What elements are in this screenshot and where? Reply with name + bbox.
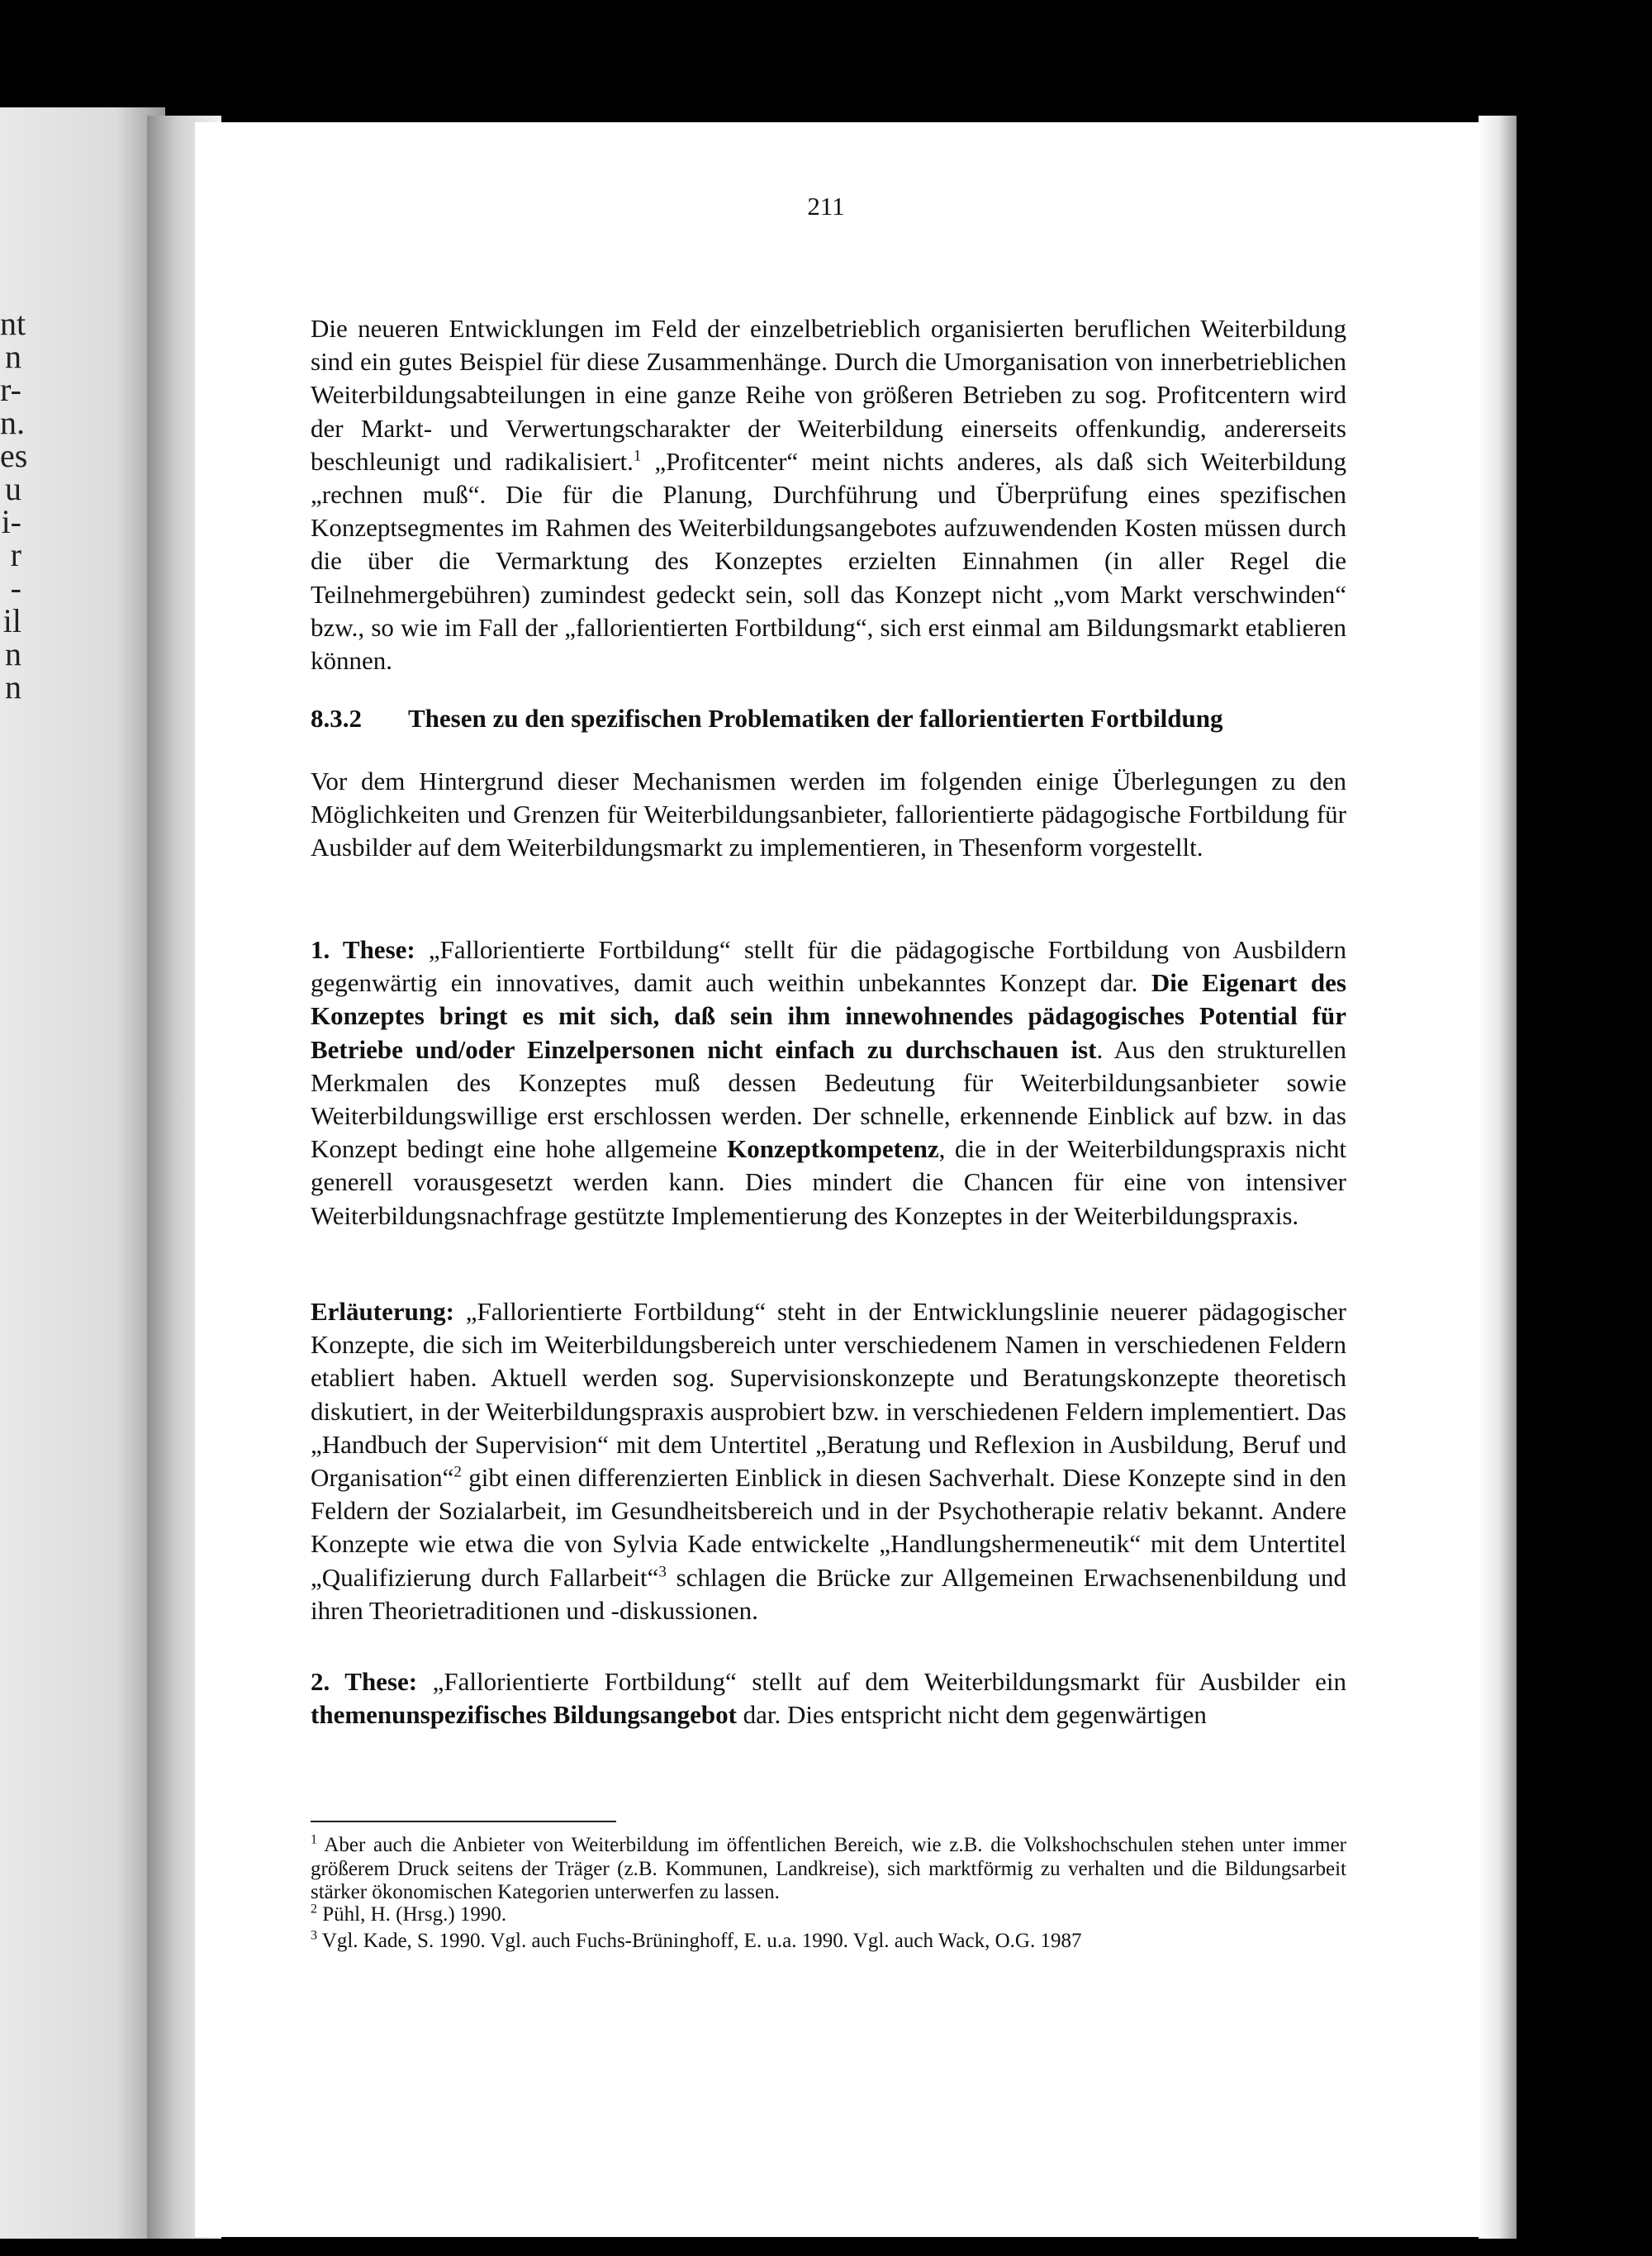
footnote-3	[311, 1930, 1346, 1954]
footnote-2	[311, 1903, 1346, 1927]
left-page-edge	[0, 107, 165, 2239]
erlaeuterung	[311, 1295, 1346, 1627]
left-page-fragment: -	[10, 569, 21, 606]
these-1	[311, 933, 1346, 1232]
paragraph-2: Vor dem Hintergrund dieser Mechanismen werden im folgenden einige Überlegungen zu den Möglichkeiten und Grenzen für Weiterbildungsanbieter, fallorientierte pädagogische Fortbildung für Ausbilder auf dem Weiterbildungsmarkt zu implementieren, in Thesenform vorgestellt.	[311, 767, 1346, 862]
these-1-label: 1. These:	[311, 935, 415, 964]
left-page-fragment: n	[5, 635, 21, 672]
these-1-text: „Fallorientierte Fortbildung“ stellt für die pädagogische Fortbildung von Ausbildern gegenwärtig ein innovatives, damit auch weithin unbekanntes Konzept dar.	[311, 935, 1346, 998]
left-page-fragment: n.	[0, 404, 25, 441]
these-2	[311, 1665, 1346, 1731]
these-1-text: , die in der Weiterbildungspraxis nicht generell vorausgesetzt werden kann. Dies mindert die Chancen für eine von intensiver Weiterbildungsnachfrage gestützte Implementierung des Konzeptes in der Weiterbildungspraxis.	[311, 1134, 1346, 1230]
left-page-fragment: n	[5, 338, 21, 375]
left-page-fragment: r	[10, 536, 21, 573]
left-page-fragment: i-	[1, 503, 21, 540]
these-2-label: 2. These:	[311, 1667, 418, 1696]
erlaeuterung-label: Erläuterung:	[311, 1297, 454, 1326]
footnote-ref-1: 1	[633, 447, 642, 465]
footnote-3-text: Vgl. Kade, S. 1990. Vgl. auch Fuchs-Brüninghoff, E. u.a. 1990. Vgl. auch Wack, O.G. 1987	[317, 1930, 1082, 1952]
left-page-fragment: u	[5, 470, 21, 507]
erlaeuterung-text: „Fallorientierte Fortbildung“ steht in der Entwicklungslinie neuerer pädagogischer Konzepte, die sich im Weiterbildungsbereich unter verschiedenem Namen in verschiedenen Feldern etabliert haben. Aktuell werden sog. Supervisionskonzepte und Beratungskonzepte theoretisch diskutiert, in der Weiterbildungspraxis ausprobiert bzw. in verschiedenen Feldern implementiert. Das „Handbuch der Supervision“ mit dem Untertitel „Beratung und Reflexion in Ausbildung, Beruf und Organisation“	[311, 1297, 1346, 1493]
these-1-text: . Aus den strukturellen Merkmalen des Konzeptes muß dessen Bedeutung für Weiterbildungsanbieter sowie Weiterbildungswillige erst erschlossen werden. Der schnelle, erkennende Einblick auf bzw. in das Konzept bedingt eine hohe allgemeine	[311, 1034, 1346, 1164]
erlaeuterung-text: gibt einen differenzierten Einblick in diesen Sachverhalt. Diese Konzepte sind in den Feldern der Sozialarbeit, im Gesundheitsbereich und in der Psychotherapie relativ bekannt. Andere Konzepte wie etwa die von Sylvia Kade entwickelte „Handlungshermeneutik“ mit dem Untertitel „Qualifizierung durch Fallarbeit“	[311, 1463, 1346, 1592]
right-page-edge	[1479, 116, 1517, 2239]
footnote-ref-2: 2	[453, 1463, 462, 1481]
footnote-2-text: Pühl, H. (Hrsg.) 1990.	[317, 1903, 507, 1926]
section-number: 8.3.2	[311, 704, 362, 733]
footnote-3-mark: 3	[311, 1928, 317, 1943]
left-page-fragment: il	[2, 602, 21, 639]
footnote-1-text: Aber auch die Anbieter von Weiterbildung im öffentlichen Bereich, wie z.B. die Volkshochschulen stehen unter immer größerem Druck seitens der Träger (z.B. Kommunen, Landkreise), sich marktförmig zu verhalten und die Bildungsarbeit stärker ökonomischen Kategorien unterwerfen zu lassen.	[311, 1834, 1346, 1903]
erlaeuterung-text: schlagen die Brücke zur Allgemeinen Erwachsenenbildung und ihren Theorietraditionen und -diskussionen.	[311, 1562, 1346, 1625]
section-title: Thesen zu den spezifischen Problematiken der fallorientierten Fortbildung	[408, 704, 1223, 733]
section-heading	[311, 702, 1346, 735]
footnote-2-mark: 2	[311, 1902, 317, 1916]
these-1-emphasis: Die Eigenart des Konzeptes bringt es mit sich, daß sein ihm innewohnendes pädagogisches Potential für Betriebe und/oder Einzelpersonen nicht einfach zu durchschauen ist	[311, 968, 1346, 1064]
page-number: 211	[807, 192, 845, 221]
these-2-keyword: themenunspezifisches Bildungsangebot	[311, 1700, 737, 1730]
left-page-fragment: n	[5, 668, 21, 705]
paragraph-1-text: Die neueren Entwicklungen im Feld der einzelbetrieblich organisierten beruflichen Weiterbildung sind ein gutes Beispiel für diese Zusammenhänge. Durch die Umorganisation von innerbetrieblichen Weiterbildungsabteilungen in eine ganze Reihe von größeren Betrieben zu sog. Profitcentern wird der Markt- und Verwertungscharakter der Weiterbildung einerseits offenkundig, andererseits beschleunigt und radikalisiert.	[311, 314, 1346, 476]
left-page-fragment: r-	[0, 371, 21, 408]
footnote-1-mark: 1	[311, 1832, 317, 1847]
paragraph-1-continued: „Profitcenter“ meint nichts anderes, als daß sich Weiterbildung „rechnen muß“. Die für die Planung, Durchführung und Überprüfung eines spezifischen Konzeptsegmentes im Rahmen des Weiterbildungsangebotes aufzuwendenden Kosten müssen durch die über die Vermarktung des Konzeptes erzielten Einnahmen (in aller Regel die Teilnehmergebühren) zumindest gedeckt sein, soll das Konzept nicht „vom Markt verschwinden“ bzw., so wie im Fall der „fallorientierten Fortbildung“, sich erst einmal am Bildungsmarkt etablieren können.	[311, 446, 1346, 676]
paragraph-1	[311, 312, 1346, 677]
footnote-1	[311, 1834, 1346, 1905]
these-2-text: dar. Dies entspricht nicht dem gegenwärtigen	[736, 1700, 1207, 1730]
left-page-fragment: es	[0, 437, 28, 474]
footnote-ref-3: 3	[658, 1563, 667, 1581]
left-page-fragment: nt	[0, 305, 26, 342]
footnote-divider	[311, 1821, 616, 1822]
these-2-text: „Fallorientierte Fortbildung“ stellt auf dem Weiterbildungsmarkt für Ausbilder ein	[417, 1667, 1346, 1696]
these-1-keyword: Konzeptkompetenz	[727, 1134, 939, 1164]
